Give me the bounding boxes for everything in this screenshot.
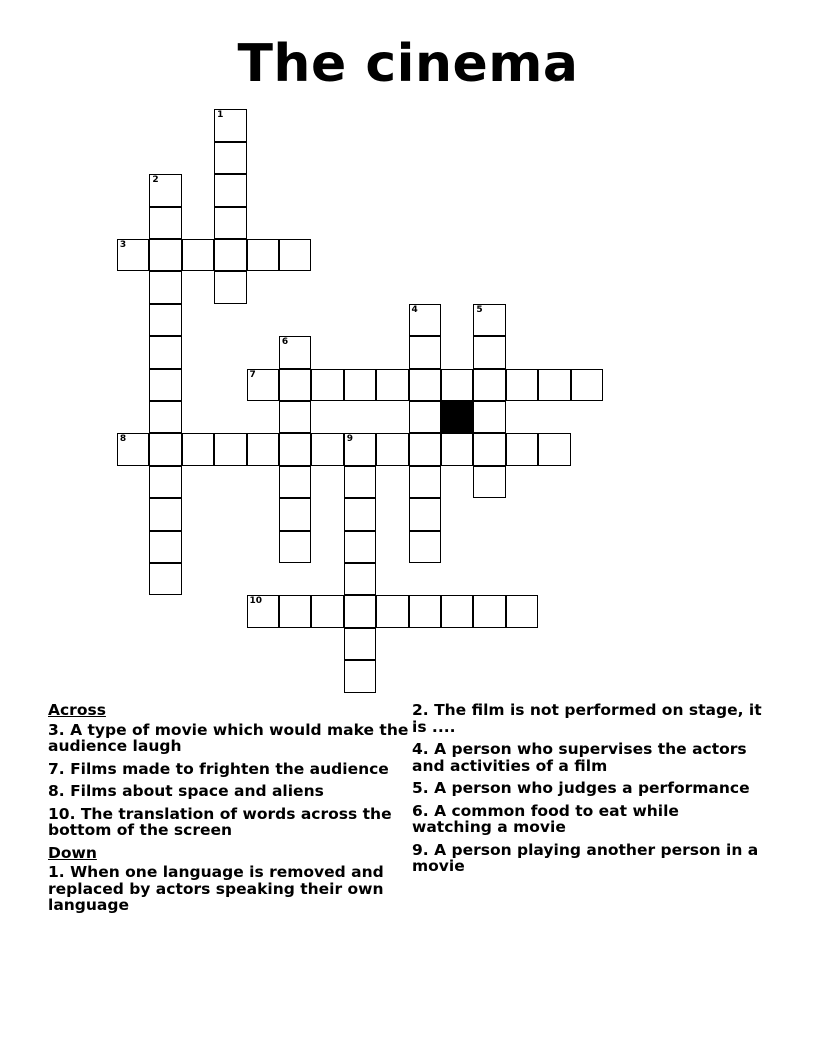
down-clue <box>412 702 762 735</box>
grid-cell[interactable] <box>149 207 181 239</box>
grid-cell[interactable] <box>279 336 311 368</box>
clue-number: 7. <box>48 759 71 778</box>
across-clue <box>48 761 410 778</box>
grid-cell[interactable] <box>376 369 408 401</box>
clue-number: 4 <box>411 304 418 315</box>
grid-cell[interactable] <box>344 433 376 465</box>
grid-cell[interactable] <box>344 531 376 563</box>
clue-text: A person playing another person in a movie <box>412 840 759 875</box>
grid-cell[interactable] <box>409 369 441 401</box>
grid-cell[interactable] <box>344 498 376 530</box>
clue-number: 5. <box>412 779 435 797</box>
clue-number: 10 <box>249 596 263 607</box>
grid-cell[interactable] <box>279 595 311 627</box>
grid-cell[interactable] <box>247 239 279 271</box>
grid-cell[interactable] <box>279 531 311 563</box>
grid-cell[interactable] <box>279 498 311 530</box>
grid-cell[interactable] <box>409 595 441 627</box>
grid-cell[interactable] <box>538 433 570 465</box>
clue-text: The film is not performed on stage, it is .... <box>412 701 762 736</box>
grid-cell[interactable] <box>376 433 408 465</box>
clue-number: 3 <box>119 239 127 250</box>
down-clue <box>412 842 762 875</box>
grid-cell[interactable] <box>311 433 343 465</box>
grid-cell[interactable] <box>441 369 473 401</box>
grid-cell[interactable] <box>149 531 181 563</box>
down-heading: Down <box>48 843 97 862</box>
block-cell <box>441 401 473 433</box>
clue-text: Films made to frighten the audience <box>70 759 389 778</box>
grid-cell[interactable] <box>182 239 214 271</box>
down-clue <box>412 780 762 797</box>
grid-cell[interactable] <box>473 433 505 465</box>
down-clue <box>48 864 410 914</box>
grid-cell[interactable] <box>149 466 181 498</box>
grid-cell[interactable] <box>409 336 441 368</box>
grid-cell[interactable] <box>149 498 181 530</box>
grid-cell[interactable] <box>376 595 408 627</box>
clue-number: 5 <box>476 304 483 315</box>
grid-cell[interactable] <box>247 433 279 465</box>
grid-cell[interactable] <box>473 466 505 498</box>
grid-cell[interactable] <box>506 595 538 627</box>
across-clue-list <box>48 722 410 839</box>
grid-cell[interactable] <box>344 660 376 692</box>
grid-cell[interactable] <box>279 369 311 401</box>
clue-number: 8. <box>48 782 71 800</box>
across-heading: Across <box>48 701 106 719</box>
grid-cell[interactable] <box>538 369 570 401</box>
clues-left-column <box>48 702 410 920</box>
clue-text: A type of movie which would make the audience laugh <box>48 720 409 755</box>
grid-cell[interactable] <box>441 595 473 627</box>
grid-cell[interactable] <box>344 466 376 498</box>
clue-number: 9. <box>412 840 435 859</box>
grid-cell[interactable] <box>149 271 181 303</box>
grid-cell[interactable] <box>473 369 505 401</box>
clues-right-column <box>412 702 762 881</box>
grid-cell[interactable] <box>473 304 505 336</box>
across-clue <box>48 806 410 839</box>
clue-number: 2. <box>412 701 435 719</box>
grid-cell[interactable] <box>214 239 246 271</box>
grid-cell[interactable] <box>441 433 473 465</box>
grid-cell[interactable] <box>214 271 246 303</box>
clue-text: The translation of words across the bottom of the screen <box>48 804 392 839</box>
grid-cell[interactable] <box>279 401 311 433</box>
grid-cell[interactable] <box>311 595 343 627</box>
grid-cell[interactable] <box>214 109 246 141</box>
clue-number: 9 <box>346 434 353 445</box>
grid-cell[interactable] <box>344 369 376 401</box>
page-title: The cinema <box>237 34 579 94</box>
grid-cell[interactable] <box>214 142 246 174</box>
grid-cell[interactable] <box>149 239 181 271</box>
grid-cell[interactable] <box>571 369 603 401</box>
clue-number: 1 <box>217 110 224 121</box>
down-clue-list-right <box>412 702 762 875</box>
grid-cell[interactable] <box>149 304 181 336</box>
grid-cell[interactable] <box>344 595 376 627</box>
grid-cell[interactable] <box>473 595 505 627</box>
clue-number: 2 <box>152 175 159 186</box>
clue-number: 7 <box>249 369 256 380</box>
grid-cell[interactable] <box>409 466 441 498</box>
clue-number: 8 <box>119 434 127 445</box>
grid-cell[interactable] <box>506 433 538 465</box>
grid-cell[interactable] <box>149 336 181 368</box>
grid-cell[interactable] <box>149 433 181 465</box>
down-clue-list-left <box>48 864 410 914</box>
clue-number: 10. <box>48 804 81 823</box>
grid-cell[interactable] <box>117 433 149 465</box>
grid-cell[interactable] <box>409 401 441 433</box>
grid-cell[interactable] <box>311 369 343 401</box>
down-clue <box>412 803 762 836</box>
clue-number: 6. <box>412 801 435 820</box>
grid-cell[interactable] <box>409 498 441 530</box>
grid-cell[interactable] <box>344 563 376 595</box>
clue-number: 4. <box>412 740 435 758</box>
grid-cell[interactable] <box>506 369 538 401</box>
grid-cell[interactable] <box>214 207 246 239</box>
grid-cell[interactable] <box>409 304 441 336</box>
grid-cell[interactable] <box>279 433 311 465</box>
grid-cell[interactable] <box>247 369 279 401</box>
grid-cell[interactable] <box>149 369 181 401</box>
grid-cell[interactable] <box>279 239 311 271</box>
clue-number: 1. <box>48 863 71 881</box>
grid-cell[interactable] <box>214 174 246 206</box>
grid-cell[interactable] <box>473 336 505 368</box>
clue-text: Films about space and aliens <box>70 782 324 800</box>
grid-cell[interactable] <box>409 433 441 465</box>
grid-cell[interactable] <box>279 466 311 498</box>
grid-cell[interactable] <box>214 433 246 465</box>
grid-cell[interactable] <box>149 401 181 433</box>
clue-text: A person who judges a performance <box>434 779 750 797</box>
across-clue <box>48 783 410 800</box>
down-clue <box>412 741 762 774</box>
clue-text: A person who supervises the actors and activities of a film <box>412 740 747 775</box>
across-clue <box>48 722 410 755</box>
grid-cell[interactable] <box>473 401 505 433</box>
grid-cell[interactable] <box>409 531 441 563</box>
clue-text: A common food to eat while watching a movie <box>412 801 679 836</box>
grid-cell[interactable] <box>149 174 181 206</box>
grid-cell[interactable] <box>247 595 279 627</box>
grid-cell[interactable] <box>344 628 376 660</box>
clue-number: 3. <box>48 720 71 739</box>
clue-number: 6 <box>281 337 289 348</box>
clue-text: When one language is removed and replaced by actors speaking their own language <box>48 863 384 914</box>
grid-cell[interactable] <box>117 239 149 271</box>
grid-cell[interactable] <box>182 433 214 465</box>
grid-cell[interactable] <box>149 563 181 595</box>
